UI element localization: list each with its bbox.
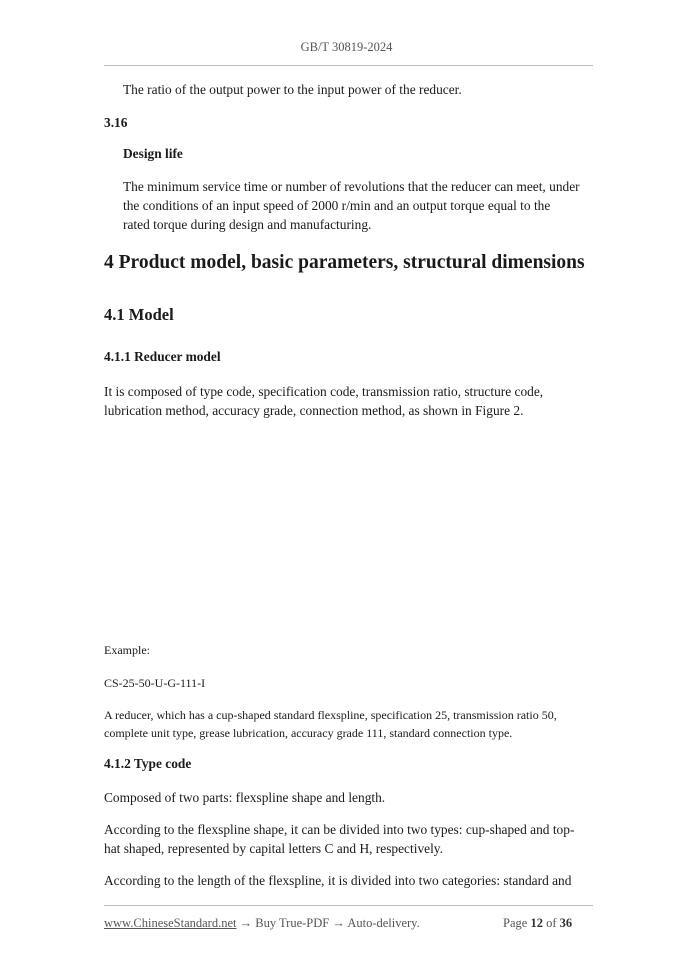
arrow-icon: →	[239, 916, 253, 930]
website-link[interactable]: www.ChineseStandard.net	[104, 916, 237, 930]
clause-number-3-16: 3.16	[104, 115, 128, 130]
heading-section-4: 4 Product model, basic parameters, structural dimensions	[104, 252, 585, 273]
arrow-icon: →	[332, 916, 345, 930]
footer-divider	[104, 905, 593, 906]
design-life-line-2: the conditions of an input speed of 2000 r/min and an output torque equal to the	[123, 198, 551, 213]
type-code-paragraph-1: Composed of two parts: flexspline shape and length.	[104, 790, 386, 805]
example-label: Example:	[104, 643, 150, 657]
page-label: Page	[503, 916, 528, 930]
page-total: 36	[559, 916, 573, 930]
term-design-life: Design life	[123, 146, 183, 161]
example-code: CS-25-50-U-G-111-I	[104, 676, 206, 690]
heading-4-1-1: 4.1.1 Reducer model	[104, 349, 221, 364]
page-number: 12	[530, 916, 543, 930]
example-description-line-2: complete unit type, grease lubrication, accuracy grade 111, standard connection type.	[104, 726, 513, 740]
efficiency-definition: The ratio of the output power to the input power of the reducer.	[123, 82, 462, 97]
type-code-paragraph-2-line-1: According to the flexspline shape, it can be divided into two types: cup-shaped and top-	[104, 822, 575, 837]
document-id-header: GB/T 30819-2024	[300, 40, 393, 54]
of-label: of	[546, 916, 557, 930]
page-indicator	[503, 916, 572, 931]
design-life-line-3: rated torque during design and manufacturing.	[123, 217, 372, 232]
model-paragraph-line-2: lubrication method, accuracy grade, connection method, as shown in Figure 2.	[104, 403, 524, 418]
footer-promo	[104, 916, 420, 931]
buy-pdf-text: Buy True-PDF	[255, 916, 330, 930]
type-code-paragraph-3: According to the length of the flexspline, it is divided into two categories: standard and	[104, 873, 572, 888]
heading-4-1: 4.1 Model	[104, 305, 174, 324]
delivery-text: Auto-delivery.	[347, 916, 420, 930]
header-divider	[104, 65, 593, 66]
model-paragraph-line-1: It is composed of type code, specification code, transmission ratio, structure code,	[104, 384, 544, 399]
type-code-paragraph-2-line-2: hat shaped, represented by capital letters C and H, respectively.	[104, 841, 443, 856]
design-life-line-1: The minimum service time or number of revolutions that the reducer can meet, under	[123, 179, 580, 194]
example-description-line-1: A reducer, which has a cup-shaped standard flexspline, specification 25, transmission ratio 50,	[104, 708, 557, 722]
heading-4-1-2: 4.1.2 Type code	[104, 756, 192, 771]
